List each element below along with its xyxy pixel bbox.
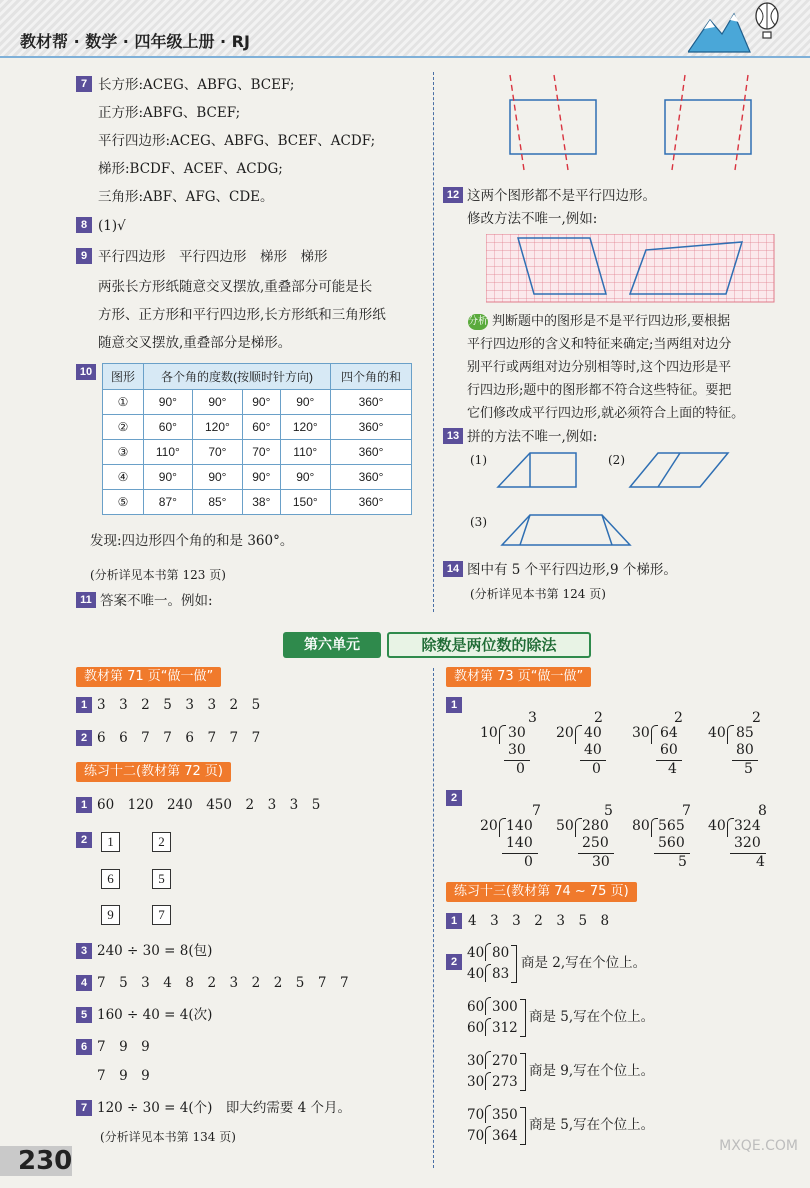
divisor: 30 (467, 1053, 485, 1069)
division-bracket (485, 1018, 491, 1036)
table-row (103, 415, 412, 440)
remainder: 0 (516, 761, 525, 777)
question-number: 1 (76, 797, 92, 813)
book-title: 教材帮 · 数学 · 四年级上册 · RJ (20, 32, 250, 51)
q12-grid-figure (486, 234, 778, 306)
figure-label: (3) (470, 515, 487, 529)
remainder: 5 (744, 761, 753, 777)
reference-note: (分析详见本书第 124 页) (470, 587, 606, 601)
answer-line: 拼的方法不唯一,例如: (467, 429, 598, 445)
answer-line: 方形、正方形和平行四边形,长方形纸和三角形纸 (98, 307, 386, 323)
quotient: 2 (674, 710, 683, 726)
question-number: 8 (76, 217, 92, 233)
answer-box (152, 868, 171, 889)
division-pair (467, 995, 687, 1039)
answer-line: 平行四边形 平行四边形 梯形 梯形 (98, 249, 328, 265)
dividend: 324 (734, 818, 761, 834)
answer-line: 60 120 240 450 2 3 3 5 (97, 797, 321, 813)
brace (520, 1107, 526, 1145)
brace (520, 999, 526, 1037)
answer-box (152, 831, 171, 852)
divisor: 20 (480, 818, 498, 834)
division-bracket (727, 818, 734, 837)
dividend: 85 (736, 725, 754, 741)
table-cell: 120° (280, 415, 330, 440)
answer-line: 7 5 3 4 8 2 3 2 2 5 7 7 (97, 975, 349, 991)
quotient: 3 (528, 710, 537, 726)
explanation: 商是 5,写在个位上。 (529, 1009, 655, 1025)
divisor: 70 (467, 1107, 485, 1123)
quotient: 8 (758, 803, 767, 819)
question-number: 2 (76, 832, 92, 848)
product: 60 (660, 742, 678, 758)
question-number: 1 (76, 697, 92, 713)
division-bracket (485, 943, 491, 961)
table-cell: 110° (280, 440, 330, 465)
question-number: 12 (443, 187, 463, 203)
analysis-line: 判断题中的图形是不是平行四边形,要根据 (492, 314, 731, 329)
figure-label: (1) (470, 453, 487, 467)
product: 140 (506, 835, 533, 851)
dividend: 30 (508, 725, 526, 741)
reference-note: (分析详见本书第 123 页) (90, 568, 226, 582)
table-cell: 87° (144, 490, 193, 515)
divisor: 50 (556, 818, 574, 834)
product: 250 (582, 835, 609, 851)
remainder: 0 (524, 854, 533, 870)
answer-line: 3 3 2 5 3 3 2 5 (97, 697, 261, 713)
question-number: 2 (446, 790, 462, 806)
remainder: 4 (756, 854, 765, 870)
table-cell: 360° (331, 390, 412, 415)
division-bracket (485, 1105, 491, 1123)
table-header: 四个角的和 (331, 364, 412, 390)
dividend: 270 (492, 1053, 518, 1069)
question-number: 3 (76, 943, 92, 959)
question-number: 14 (443, 561, 463, 577)
long-division (708, 710, 788, 780)
answer-line: 240 ÷ 30 = 8(包) (97, 943, 213, 959)
unit-title: 除数是两位数的除法 (387, 632, 591, 658)
table-row (103, 390, 412, 415)
table-cell: 60° (144, 415, 193, 440)
answer-line: 图中有 5 个平行四边形,9 个梯形。 (467, 562, 677, 578)
long-division (480, 710, 560, 780)
question-number: 7 (76, 76, 92, 92)
remainder: 0 (592, 761, 601, 777)
quotient: 5 (604, 803, 613, 819)
section-title: 练习十二(教材第 72 页) (76, 762, 231, 782)
explanation: 商是 5,写在个位上。 (529, 1117, 655, 1133)
table-row (103, 440, 412, 465)
table-cell: ③ (103, 440, 144, 465)
table-cell: 360° (331, 490, 412, 515)
division-bracket (651, 818, 658, 837)
column-divider (433, 668, 434, 1168)
dividend: 64 (660, 725, 678, 741)
answer-line: 4 3 3 2 3 5 8 (468, 913, 610, 929)
long-division (556, 710, 636, 780)
dividend: 140 (506, 818, 533, 834)
table-cell: ② (103, 415, 144, 440)
divisor: 60 (467, 1020, 485, 1036)
table-cell: 90° (280, 390, 330, 415)
question-number: 10 (76, 364, 96, 380)
answer-line: 答案不唯一。例如: (100, 593, 213, 609)
division-bracket (485, 1051, 491, 1069)
page-header (0, 0, 810, 58)
question-number: 13 (443, 428, 463, 444)
table-cell: ④ (103, 465, 144, 490)
table-cell: 90° (144, 390, 193, 415)
product: 320 (734, 835, 761, 851)
question-number: 2 (76, 730, 92, 746)
section-title: 教材第 73 页“做一做” (446, 667, 591, 687)
angle-table (102, 363, 412, 515)
divisor: 70 (467, 1128, 485, 1144)
q13-tiling-figures (490, 445, 760, 555)
analysis-tag: 分析 (468, 314, 488, 330)
answer-line: 平行四边形:ACEG、ABFG、BCEF、ACDF; (98, 133, 376, 149)
divisor: 40 (708, 818, 726, 834)
answer-line: 修改方法不唯一,例如: (467, 211, 598, 227)
division-bracket (499, 818, 506, 837)
division-bracket (485, 964, 491, 982)
answer-box (101, 868, 120, 889)
dividend: 350 (492, 1107, 518, 1123)
answer-box (101, 831, 120, 852)
table-row (103, 465, 412, 490)
table-cell: 90° (243, 390, 280, 415)
explanation: 商是 2,写在个位上。 (521, 955, 647, 971)
table-cell: ① (103, 390, 144, 415)
remainder: 5 (678, 854, 687, 870)
answer-line: 三角形:ABF、AFG、CDE。 (98, 189, 274, 205)
product: 80 (736, 742, 754, 758)
box-value: 6 (101, 869, 120, 889)
box-value: 5 (152, 869, 171, 889)
division-bracket (727, 725, 734, 744)
table-cell: 120° (192, 415, 242, 440)
question-number: 1 (446, 697, 462, 713)
division-bracket (575, 725, 582, 744)
answer-box (152, 904, 171, 925)
answer-line: 梯形:BCDF、ACEF、ACDG; (98, 161, 283, 177)
table-cell: ⑤ (103, 490, 144, 515)
dividend: 80 (492, 945, 510, 961)
unit-banner (283, 632, 593, 658)
reference-note: (分析详见本书第 134 页) (100, 1130, 236, 1144)
table-cell: 360° (331, 465, 412, 490)
answer-line: 120 ÷ 30 = 4(个) 即大约需要 4 个月。 (97, 1100, 352, 1116)
section-title: 练习十三(教材第 74 ~ 75 页) (446, 882, 637, 902)
dividend: 40 (584, 725, 602, 741)
question-number: 7 (76, 1100, 92, 1116)
product: 30 (508, 742, 526, 758)
table-cell: 70° (192, 440, 242, 465)
answer-line: 正方形:ABFG、BCEF; (98, 105, 241, 121)
table-cell: 90° (280, 465, 330, 490)
table-header: 各个角的度数(按顺时针方向) (144, 364, 331, 390)
table-cell: 110° (144, 440, 193, 465)
dividend: 364 (492, 1128, 518, 1144)
dividend: 273 (492, 1074, 518, 1090)
answer-line: 两张长方形纸随意交叉摆放,重叠部分可能是长 (98, 279, 373, 295)
division-bracket (485, 1072, 491, 1090)
table-header: 图形 (103, 364, 144, 390)
question-number: 9 (76, 248, 92, 264)
table-cell: 360° (331, 415, 412, 440)
divisor: 40 (708, 725, 726, 741)
table-cell: 38° (243, 490, 280, 515)
product: 560 (658, 835, 685, 851)
brace (520, 1053, 526, 1091)
watermark: MXQE.COM (719, 1138, 798, 1154)
remainder: 4 (668, 761, 677, 777)
answer-line: 160 ÷ 40 = 4(次) (97, 1007, 213, 1023)
section-title: 教材第 71 页“做一做” (76, 667, 221, 687)
product: 40 (584, 742, 602, 758)
table-cell: 70° (243, 440, 280, 465)
analysis-line: 行四边形;题中的图形都不符合这些特征。要把 (467, 383, 732, 398)
dividend: 300 (492, 999, 518, 1015)
long-division (556, 803, 636, 873)
figure-label: (2) (608, 453, 625, 467)
answer-line: 这两个图形都不是平行四边形。 (467, 188, 656, 204)
analysis-line: 它们修改成平行四边形,就必须符合上面的特征。 (467, 406, 745, 421)
quotient: 7 (532, 803, 541, 819)
divisor: 30 (632, 725, 650, 741)
division-pair (467, 1049, 687, 1093)
explanation: 商是 9,写在个位上。 (529, 1063, 655, 1079)
table-cell: 360° (331, 440, 412, 465)
dividend: 83 (492, 966, 510, 982)
box-value: 9 (101, 905, 120, 925)
division-bracket (651, 725, 658, 744)
answer-line: (1)√ (98, 218, 126, 234)
answer-line: 6 6 7 7 6 7 7 7 (97, 730, 261, 746)
division-bracket (575, 818, 582, 837)
remainder: 30 (592, 854, 610, 870)
table-cell: 90° (144, 465, 193, 490)
box-value: 1 (101, 832, 120, 852)
box-value: 2 (152, 832, 171, 852)
dividend: 280 (582, 818, 609, 834)
mountain-balloon-icon (688, 2, 788, 54)
long-division (708, 803, 788, 873)
analysis-line: 平行四边形的含义和特征来确定;当两组对边分 (467, 337, 732, 352)
question-number: 5 (76, 1007, 92, 1023)
table-cell: 85° (192, 490, 242, 515)
finding-text: 发现:四边形四个角的和是 360°。 (90, 533, 294, 549)
column-divider (433, 72, 434, 612)
answer-line: 长方形:ACEG、ABFG、BCEF; (98, 77, 295, 93)
long-division (632, 803, 712, 873)
question-number: 1 (446, 913, 462, 929)
table-cell: 150° (280, 490, 330, 515)
table-row (103, 490, 412, 515)
page-number (0, 1146, 72, 1176)
divisor: 20 (556, 725, 574, 741)
table-cell: 90° (243, 465, 280, 490)
answer-line: 7 9 9 (97, 1039, 150, 1055)
table-cell: 60° (243, 415, 280, 440)
question-number: 4 (76, 975, 92, 991)
division-bracket (485, 1126, 491, 1144)
long-division (480, 803, 560, 873)
page-number-text: 230 (18, 1146, 73, 1176)
division-bracket (485, 997, 491, 1015)
question-number: 2 (446, 954, 462, 970)
division-pair (467, 1103, 687, 1147)
long-division (632, 710, 712, 780)
brace (511, 945, 517, 983)
divisor: 60 (467, 999, 485, 1015)
table-cell: 90° (192, 465, 242, 490)
analysis-line: 别平行或两组对边分别相等时,这个四边形是平 (467, 360, 732, 375)
unit-number: 第六单元 (283, 632, 381, 658)
answer-line: 随意交叉摆放,重叠部分是梯形。 (98, 335, 292, 351)
dividend: 312 (492, 1020, 518, 1036)
division-bracket (499, 725, 506, 744)
question-number: 6 (76, 1039, 92, 1055)
divisor: 10 (480, 725, 498, 741)
quotient: 2 (594, 710, 603, 726)
divisor: 40 (467, 966, 485, 982)
question-number: 11 (76, 592, 96, 608)
dividend: 565 (658, 818, 685, 834)
answer-line: 7 9 9 (97, 1068, 150, 1084)
answer-box (101, 904, 120, 925)
divisor: 30 (467, 1074, 485, 1090)
table-cell: 90° (192, 390, 242, 415)
quotient: 7 (682, 803, 691, 819)
division-pair (467, 941, 687, 985)
quotient: 2 (752, 710, 761, 726)
divisor: 40 (467, 945, 485, 961)
box-value: 7 (152, 905, 171, 925)
q11-rectangle-figures (490, 70, 790, 180)
divisor: 80 (632, 818, 650, 834)
